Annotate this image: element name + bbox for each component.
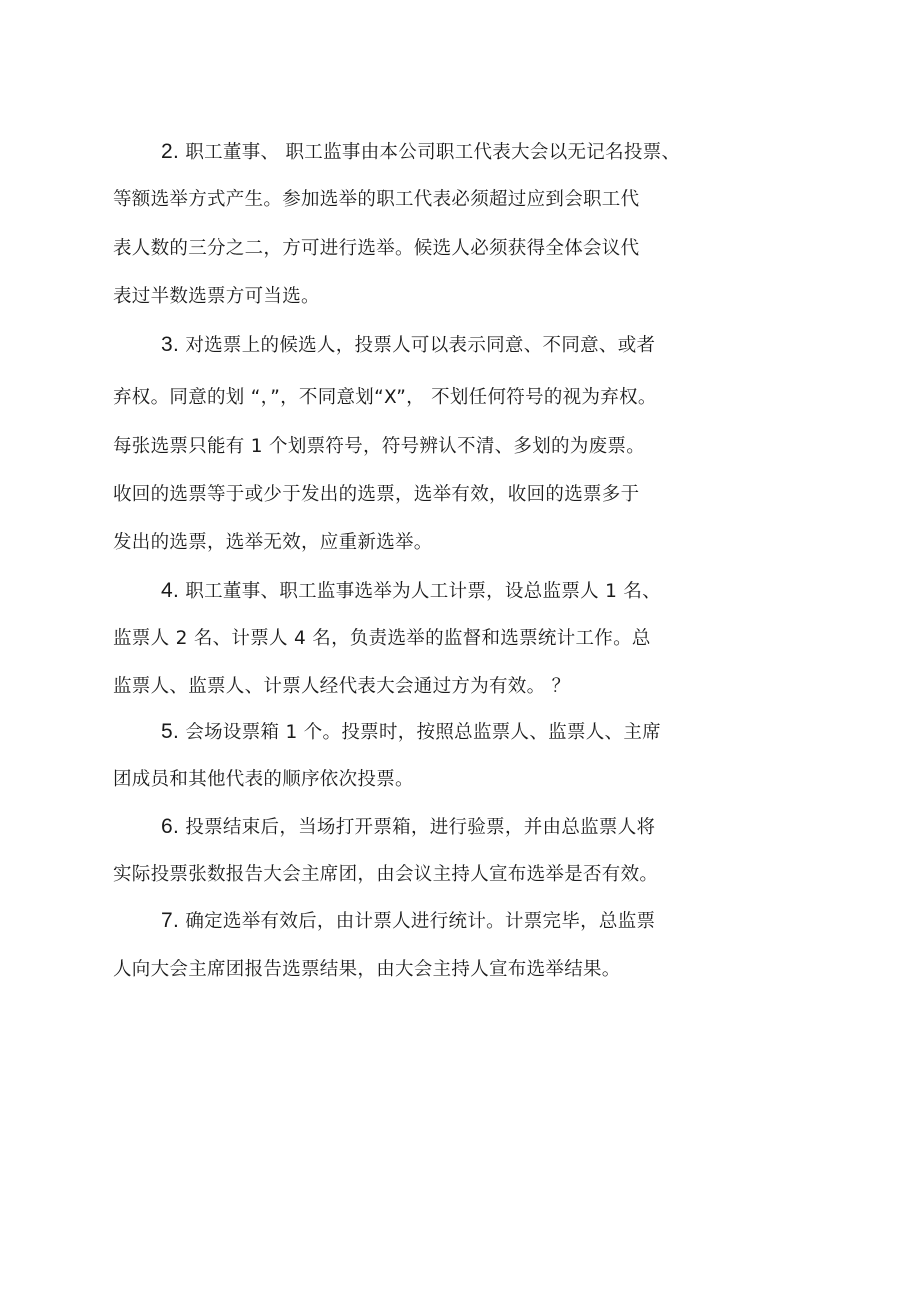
paragraph-3-line-4: 收回的选票等于或少于发出的选票，选举有效，收回的选票多于 xyxy=(113,484,640,505)
paragraph-5-number: 5. xyxy=(161,720,180,743)
paragraph-3-line-2: 弃权。同意的划 “，”，不同意划“X”， 不划任何符号的视为弃权。 xyxy=(113,387,657,408)
paragraph-6-number: 6. xyxy=(161,815,180,838)
paragraph-6-line-2: 实际投票张数报告大会主席团，由会议主持人宣布选举是否有效。 xyxy=(113,864,659,885)
paragraph-7-line-2: 人向大会主席团报告选票结果，由大会主持人宣布选举结果。 xyxy=(113,959,621,980)
paragraph-2-line-1: 2. 职工董事、 职工监事由本公司职工代表大会以无记名投票、 xyxy=(161,140,681,163)
paragraph-4-line-1: 4. 职工董事、职工监事选举为人工计票，设总监票人 1 名、 xyxy=(161,579,661,602)
paragraph-2-line-4: 表过半数选票方可当选。 xyxy=(113,286,320,307)
paragraph-3-number: 3. xyxy=(161,333,180,356)
paragraph-5-line-2: 团成员和其他代表的顺序依次投票。 xyxy=(113,769,414,790)
paragraph-2-line-2: 等额选举方式产生。参加选举的职工代表必须超过应到会职工代 xyxy=(113,189,640,210)
paragraph-7-number: 7. xyxy=(161,909,180,932)
paragraph-7-line-1: 7. 确定选举有效后，由计票人进行统计。计票完毕，总监票 xyxy=(161,909,656,932)
paragraph-3-line-3: 每张选票只能有 1 个划票符号，符号辨认不清、多划的为废票。 xyxy=(113,436,646,457)
paragraph-2-number: 2. xyxy=(161,140,180,163)
paragraph-3-line-5: 发出的选票，选举无效，应重新选举。 xyxy=(113,532,433,553)
paragraph-5-line-1: 5. 会场设票箱 1 个。投票时，按照总监票人、监票人、主席 xyxy=(161,720,661,743)
paragraph-2-line-3: 表人数的三分之二，方可进行选举。候选人必须获得全体会议代 xyxy=(113,238,640,259)
paragraph-6-line-1: 6. 投票结束后，当场打开票箱，进行验票，并由总监票人将 xyxy=(161,815,656,838)
paragraph-4-line-2: 监票人 2 名、计票人 4 名，负责选举的监督和选票统计工作。总 xyxy=(113,628,651,649)
paragraph-3-line-1: 3. 对选票上的候选人，投票人可以表示同意、不同意、或者 xyxy=(161,333,656,356)
paragraph-4-number: 4. xyxy=(161,579,180,602)
paragraph-4-line-3: 监票人、监票人、计票人经代表大会通过方为有效。 ？ xyxy=(113,676,571,697)
